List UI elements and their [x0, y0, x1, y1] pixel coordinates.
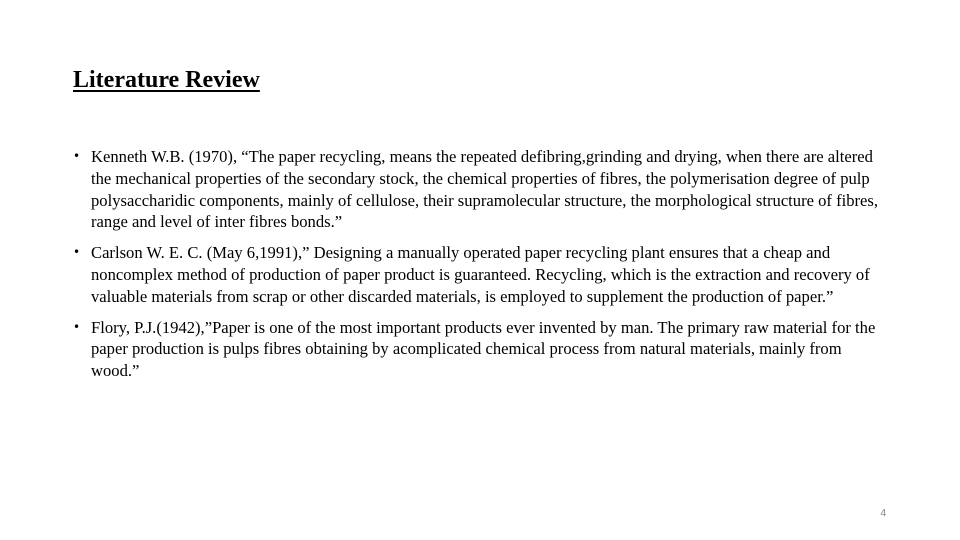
bullet-icon: • — [73, 319, 81, 334]
bullet-item — [73, 317, 891, 382]
bullet-text: Flory, P.J.(1942),”Paper is one of the most important products ever invented by man. The primary raw material for the paper production is pulps fibres obtaining by acomplicated chemical process from natural materials, mainly from wood.” — [91, 317, 876, 381]
bullet-icon: • — [73, 245, 81, 260]
slide-title: Literature Review — [73, 67, 260, 93]
bullet-item — [73, 146, 891, 233]
bullet-text: Carlson W. E. C. (May 6,1991),” Designing a manually operated paper recycling plant ensures that a cheap and noncomplex method of production of paper product is guaranteed. Recycling, which is the extraction and recovery of valuable materials from scrap or other discarded materials, is employed to supplement the production of paper.” — [91, 243, 870, 306]
bullet-item — [73, 242, 891, 307]
page-number: 4 — [880, 508, 886, 519]
bullet-icon: • — [73, 149, 81, 163]
bullet-list — [73, 146, 891, 391]
bullet-text: Kenneth W.B. (1970), “The paper recycling, means the repeated defibring,grinding and drying, when there are altered the mechanical properties of the secondary stock, the chemical properties of fibres, the polymerisation degree of pulp polysaccharidic components, mainly of cellulose, their supramolecular structure, the morphological structure of fibres, range and level of inter fibres bonds.” — [91, 147, 879, 232]
